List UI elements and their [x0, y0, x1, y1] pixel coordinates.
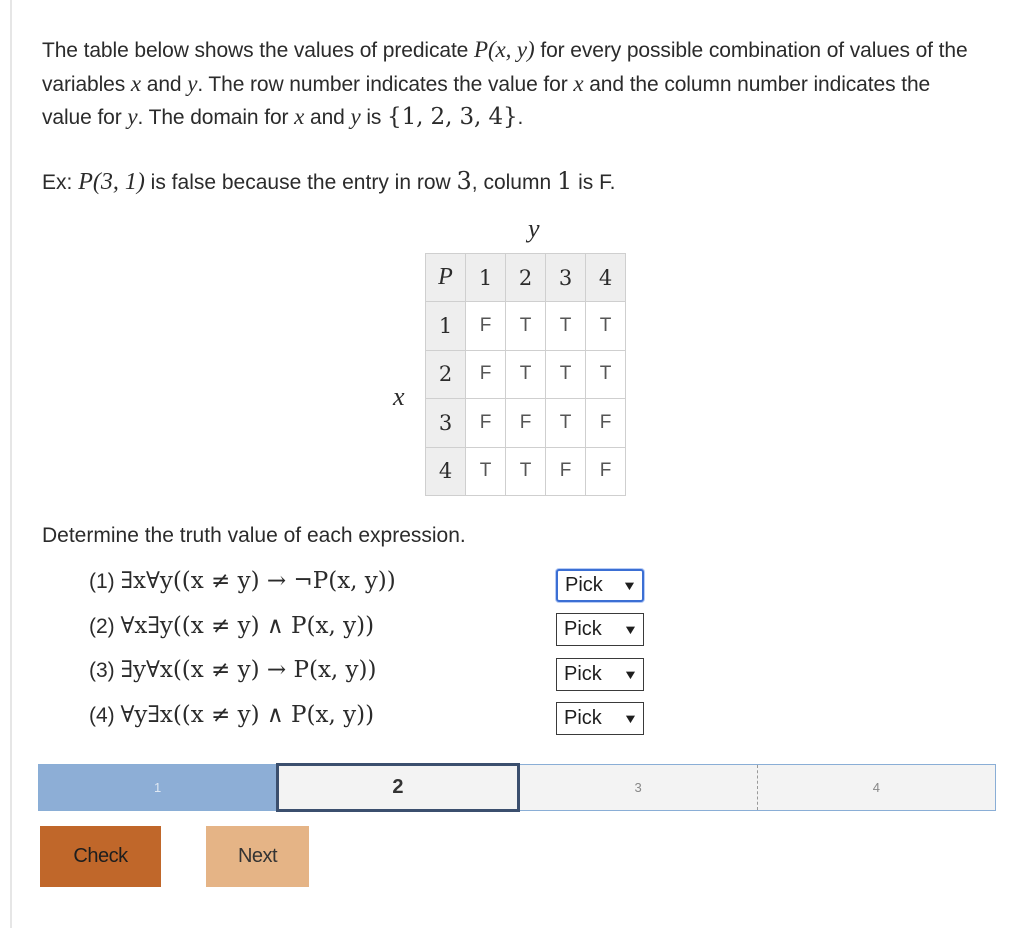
column-header: 4	[586, 254, 626, 302]
expression-4	[89, 702, 374, 728]
table-cell: T	[546, 350, 586, 398]
table-cell: T	[586, 302, 626, 350]
table-row	[426, 302, 626, 350]
expression-number: (2)	[89, 615, 121, 638]
table-cell: T	[546, 399, 586, 447]
table-corner: P	[426, 254, 466, 302]
row-header: 2	[426, 350, 466, 398]
expression-3	[89, 657, 376, 683]
expression-formula: ∃x∀y((x ≠ y) → ¬P(x, y))	[120, 568, 396, 594]
table-cell: F	[586, 399, 626, 447]
answer-select-1[interactable]	[556, 569, 644, 602]
step-progress-bar	[38, 764, 996, 811]
table-cell: T	[466, 447, 506, 495]
table-cell: T	[506, 350, 546, 398]
expression-formula: ∀x∃y((x ≠ y) ∧ P(x, y))	[120, 613, 375, 639]
column-header: 2	[506, 254, 546, 302]
y-axis-label: y	[528, 214, 540, 243]
table-cell: F	[586, 447, 626, 495]
intro-paragraph: The table below shows the values of predicate P(x, y) for every possible combination of values of the variables x and y. The row number indicates the value for x and the column number indicates the value for y. The domain for x and y is {1, 2, 3, 4}.	[42, 37, 968, 130]
row-header: 3	[426, 399, 466, 447]
table-cell: T	[546, 302, 586, 350]
x-axis-label: x	[393, 382, 405, 411]
progress-step-3[interactable]: 3	[520, 765, 758, 810]
predicate-table	[425, 253, 626, 496]
table-header-row	[426, 254, 626, 302]
next-button[interactable]: Next	[206, 826, 309, 887]
table-row	[426, 399, 626, 447]
progress-step-1[interactable]: 1	[39, 765, 276, 810]
answer-select-2[interactable]	[556, 613, 644, 646]
select-value: Pick	[565, 574, 603, 596]
table-cell: F	[506, 399, 546, 447]
instruction-text: Determine the truth value of each expression.	[42, 524, 466, 547]
expression-number: (3)	[89, 659, 121, 682]
example-text: Ex: P(3, 1) is false because the entry in row 3, column 1 is F.	[42, 167, 616, 195]
progress-step-2[interactable]: 2	[276, 763, 519, 812]
expression-number: (4)	[89, 704, 121, 727]
chevron-down-icon: ▼	[622, 667, 639, 682]
chevron-down-icon: ▼	[622, 622, 639, 637]
expression-2	[89, 613, 374, 639]
answer-select-4[interactable]	[556, 702, 644, 735]
table-row	[426, 350, 626, 398]
check-button[interactable]: Check	[40, 826, 161, 887]
expression-number: (1)	[89, 570, 121, 593]
select-value: Pick	[564, 663, 602, 685]
chevron-down-icon: ▼	[622, 711, 639, 726]
progress-step-4[interactable]: 4	[758, 765, 995, 810]
row-header: 4	[426, 447, 466, 495]
table-cell: T	[506, 302, 546, 350]
table-cell: F	[546, 447, 586, 495]
table-row	[426, 447, 626, 495]
expression-formula: ∃y∀x((x ≠ y) → P(x, y))	[120, 657, 377, 683]
column-header: 3	[546, 254, 586, 302]
table-cell: T	[586, 350, 626, 398]
table-cell: F	[466, 350, 506, 398]
select-value: Pick	[564, 707, 602, 729]
row-header: 1	[426, 302, 466, 350]
column-header: 1	[466, 254, 506, 302]
answer-select-3[interactable]	[556, 658, 644, 691]
chevron-down-icon: ▼	[621, 578, 638, 593]
left-rule	[10, 0, 12, 928]
expression-1	[89, 568, 396, 594]
table-cell: F	[466, 302, 506, 350]
select-value: Pick	[564, 618, 602, 640]
table-cell: F	[466, 399, 506, 447]
table-cell: T	[506, 447, 546, 495]
expression-formula: ∀y∃x((x ≠ y) ∧ P(x, y))	[120, 702, 375, 728]
